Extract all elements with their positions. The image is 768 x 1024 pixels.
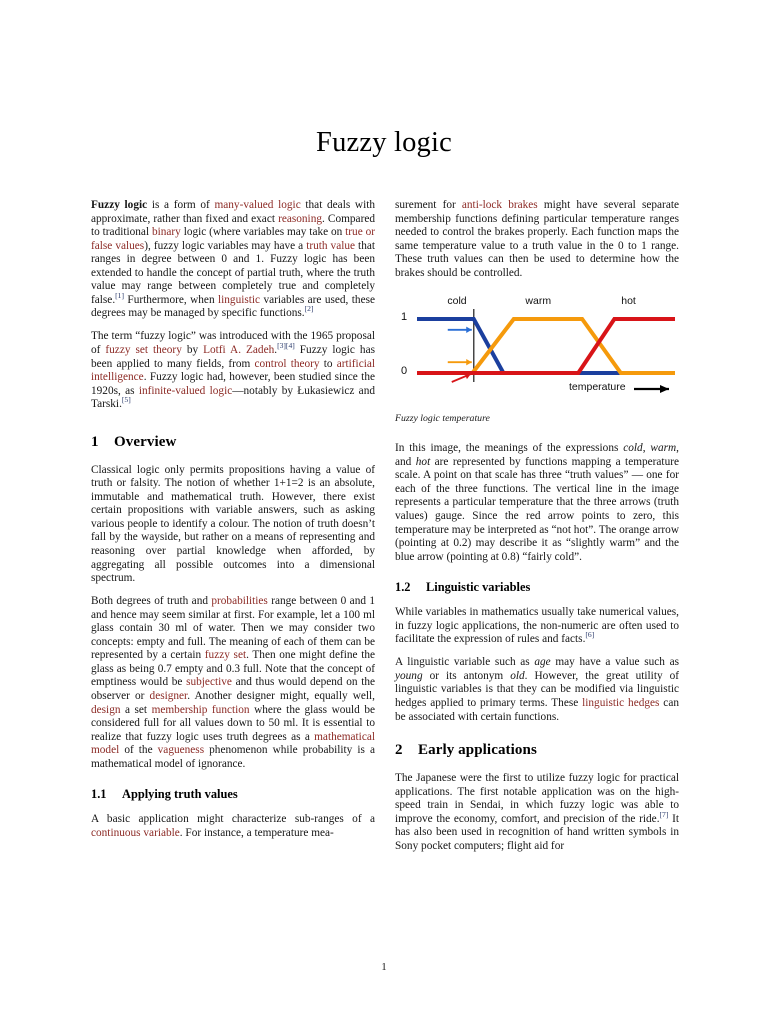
inline-link[interactable]: fuzzy set — [204, 649, 247, 662]
body-text: . Compared to traditional — [91, 212, 375, 239]
y-axis-tick-1: 1 — [401, 311, 408, 324]
body-text: It has also been used in recognition of hand written symbols in Sony pocket computers; flight aid for — [395, 812, 679, 852]
body-text: While variables in mathematics usually take numerical values, in fuzzy logic applications, the non-numeric are often used to facilitate the expression of rules and facts. — [395, 606, 679, 646]
italic-text: cold — [623, 442, 643, 455]
section-heading-overview — [91, 434, 375, 451]
inline-link[interactable]: subjective — [186, 676, 232, 689]
paragraph-applying-1 — [91, 813, 375, 840]
subsection-title: Applying truth values — [122, 787, 238, 802]
paragraph-linguistic-2 — [395, 656, 679, 724]
body-text: range between 0 and 1 and hence may seem similar at first. For example, let a 100 ml glass contain 30 ml of water. Then we may consider two concepts: empty and full. The meaning of each of them can be represented by a certain — [91, 595, 375, 662]
body-text: or its antonym — [422, 669, 511, 682]
figure-caption: Fuzzy logic temperature — [395, 413, 490, 425]
italic-text: age — [534, 656, 551, 669]
body-text: Fuzzy logic has been applied to many fields, from — [91, 343, 375, 370]
inline-link[interactable]: probabilities — [211, 595, 268, 608]
body-text: Classical logic only permits propositions having a value of truth or falsity. The notion of whether 1+1=2 is an absolute, immutable and mathematical truth. However, there exist certain propositions with variable answers, such as asking various people to identify a colour. The notion of truth doesn’t fall by the wayside, but rather on a means of representing and reasoning over partial knowledge when afforded, by aggregating all possible outcomes into a dimensional spectrum. — [91, 463, 375, 585]
subsection-heading-applying-truth-values — [91, 787, 375, 802]
inline-link[interactable]: truth value — [306, 239, 356, 252]
inline-link[interactable]: fuzzy set theory — [105, 343, 182, 356]
body-text: are represented by functions mapping a temperature scale. A point on that scale has three “truth values” — one for each of the three functions. The vertical line in the image represents a particular temperature that the three arrows (truth values) gauge. Since the red arrow points to zero, this temperature may be interpreted as “not hot”. The orange arrow (pointing at 0.2) may describe it as “slightly warm” and the blue arrow (pointing at 0.8) “fairly cold”. — [395, 455, 680, 563]
italic-text: young — [395, 669, 423, 682]
bold-text: Fuzzy logic — [91, 199, 148, 211]
body-text: A linguistic variable such as — [395, 656, 535, 669]
reference-marker[interactable]: [6] — [585, 630, 595, 640]
two-column-body — [91, 199, 679, 959]
body-text: , — [642, 442, 651, 455]
body-text: where the glass would be considered full for all values down to 50 ml. It is essential to realize that fuzzy logic uses truth degrees as a — [91, 703, 375, 743]
paragraph-intro-2 — [91, 330, 375, 411]
body-text: . For instance, a temperature mea- — [179, 826, 334, 839]
body-text: —notably by Łukasiewicz and Tarski. — [91, 384, 375, 411]
inline-link[interactable]: linguistic — [218, 293, 261, 306]
subsection-number: 1.2 — [395, 580, 411, 595]
paragraph-intro-1 — [91, 199, 375, 321]
reference-marker[interactable]: [2] — [304, 304, 314, 314]
inline-link[interactable]: infinite-valued logic — [138, 384, 233, 397]
series-line-cold — [417, 319, 675, 373]
inline-link[interactable]: binary — [151, 226, 181, 239]
subsection-number: 1.1 — [91, 787, 107, 802]
section-number: 2 — [395, 742, 403, 759]
reference-marker[interactable]: [7] — [659, 809, 669, 819]
body-text: Both degrees of truth and — [91, 595, 212, 608]
inline-link[interactable]: vagueness — [157, 744, 205, 757]
series-line-warm — [417, 319, 675, 373]
subsection-title: Linguistic variables — [426, 580, 531, 595]
left-column — [91, 199, 375, 850]
reference-marker[interactable]: [3][4] — [277, 341, 295, 351]
body-text: A basic application might characterize sub-ranges of a — [91, 813, 375, 826]
page-number: 1 — [381, 962, 387, 973]
body-text: The Japanese were the first to utilize fuzzy logic for practical applications. The first notable application was on the high-speed train in Sendai, in which fuzzy logic was able to improve the economy, comfort, and precision of the ride. — [395, 772, 679, 825]
truth-value-arrow-warm — [448, 359, 472, 365]
x-axis-label: temperature — [569, 381, 626, 394]
paragraph-linguistic-1 — [395, 606, 679, 647]
fuzzy-membership-chart — [395, 291, 679, 399]
series-line-hot — [417, 319, 675, 373]
body-text: is a form of — [147, 199, 215, 211]
body-text: to — [319, 357, 337, 370]
body-text: . — [274, 343, 278, 356]
body-text: variables are used, these degrees may be managed by specific functions. — [91, 293, 375, 320]
inline-link[interactable]: Lotfi A. Zadeh — [203, 343, 275, 356]
inline-link[interactable]: control theory — [254, 357, 320, 370]
subsection-heading-linguistic-variables — [395, 580, 679, 595]
inline-link[interactable]: reasoning — [278, 212, 322, 225]
figure-fuzzy-logic-temperature — [395, 291, 679, 424]
inline-link[interactable]: designer — [149, 689, 188, 702]
section-title: Early applications — [418, 742, 537, 759]
body-text: surement for — [395, 199, 462, 211]
body-text: . Fuzzy logic had, however, been studied since the 1920s, as — [91, 371, 375, 397]
body-text: logic (where variables may take on — [180, 226, 346, 239]
right-column — [395, 199, 679, 863]
series-label-cold: cold — [447, 295, 467, 308]
body-text: that deals with approximate, rather than fixed and exact — [91, 199, 375, 225]
body-text: may have a value such as — [550, 656, 679, 669]
body-text: . Another designer might, equally well, — [187, 689, 375, 702]
reference-marker[interactable]: [5] — [121, 395, 131, 405]
reference-marker[interactable]: [1] — [115, 291, 125, 301]
inline-link[interactable]: continuous variable — [91, 826, 180, 839]
body-text: . However, the great utility of linguistic variables is that they can be modified via linguistic hedges applied to primary terms. These — [395, 669, 680, 709]
body-text: . Then one might define the glass as being 0.7 empty and 0.3 full. Note that the concept of emptiness would be — [91, 649, 375, 689]
italic-text: warm — [650, 442, 677, 455]
truth-value-arrow-cold — [448, 327, 472, 333]
body-text: of the — [119, 744, 158, 757]
section-title: Overview — [114, 433, 177, 450]
paragraph-continued — [395, 199, 679, 280]
body-text: that ranges in degree between 0 and 1. Fuzzy logic has been extended to handle the concept of partial truth, where the truth value may range between completely true and completely false. — [91, 239, 375, 306]
section-heading-early-applications — [395, 742, 679, 759]
paragraph-early-1 — [395, 772, 679, 853]
body-text: ), fuzzy logic variables may have a — [144, 239, 307, 252]
body-text: by — [181, 343, 204, 356]
chart-canvas — [395, 291, 679, 399]
paragraph-overview-2 — [91, 595, 375, 771]
body-text: might have several separate membership functions defining particular temperature ranges needed to control the brakes properly. Each function maps the same temperature value to a truth value in the 0 to 1 range. These truth values can then be used to determine how the brakes should be controlled. — [395, 199, 679, 279]
body-text: In this image, the meanings of the expressions — [395, 442, 624, 455]
body-text: phenomenon while probability is a mathematical model of ignorance. — [91, 744, 375, 770]
inline-link[interactable]: true or false values — [91, 226, 375, 252]
y-axis-tick-0: 0 — [401, 365, 408, 378]
body-text: , and — [395, 442, 679, 468]
body-text: and thus would depend on the observer or — [91, 676, 375, 702]
body-text: The term “fuzzy logic” was introduced with the 1965 proposal of — [91, 330, 375, 356]
page-title: Fuzzy logic — [316, 127, 452, 159]
body-text: can be associated with certain functions. — [395, 696, 679, 723]
italic-text: old — [510, 669, 525, 682]
temperature-axis-arrow — [634, 385, 669, 393]
inline-link[interactable]: design — [91, 703, 121, 716]
series-label-warm: warm — [525, 295, 552, 308]
italic-text: hot — [415, 455, 431, 468]
inline-link[interactable]: many-valued logic — [214, 199, 301, 211]
body-text: a set — [120, 703, 152, 716]
section-number: 1 — [91, 433, 99, 450]
inline-link[interactable]: membership function — [151, 703, 250, 716]
paragraph-image-explanation — [395, 442, 679, 564]
inline-link[interactable]: artificial intelligence — [91, 357, 375, 384]
series-label-hot: hot — [621, 295, 636, 308]
paragraph-overview-1 — [91, 464, 375, 586]
inline-link[interactable]: anti-lock brakes — [461, 199, 538, 211]
inline-link[interactable]: mathematical model — [91, 730, 375, 757]
body-text: Furthermore, when — [124, 293, 218, 306]
inline-link[interactable]: linguistic hedges — [582, 696, 660, 709]
